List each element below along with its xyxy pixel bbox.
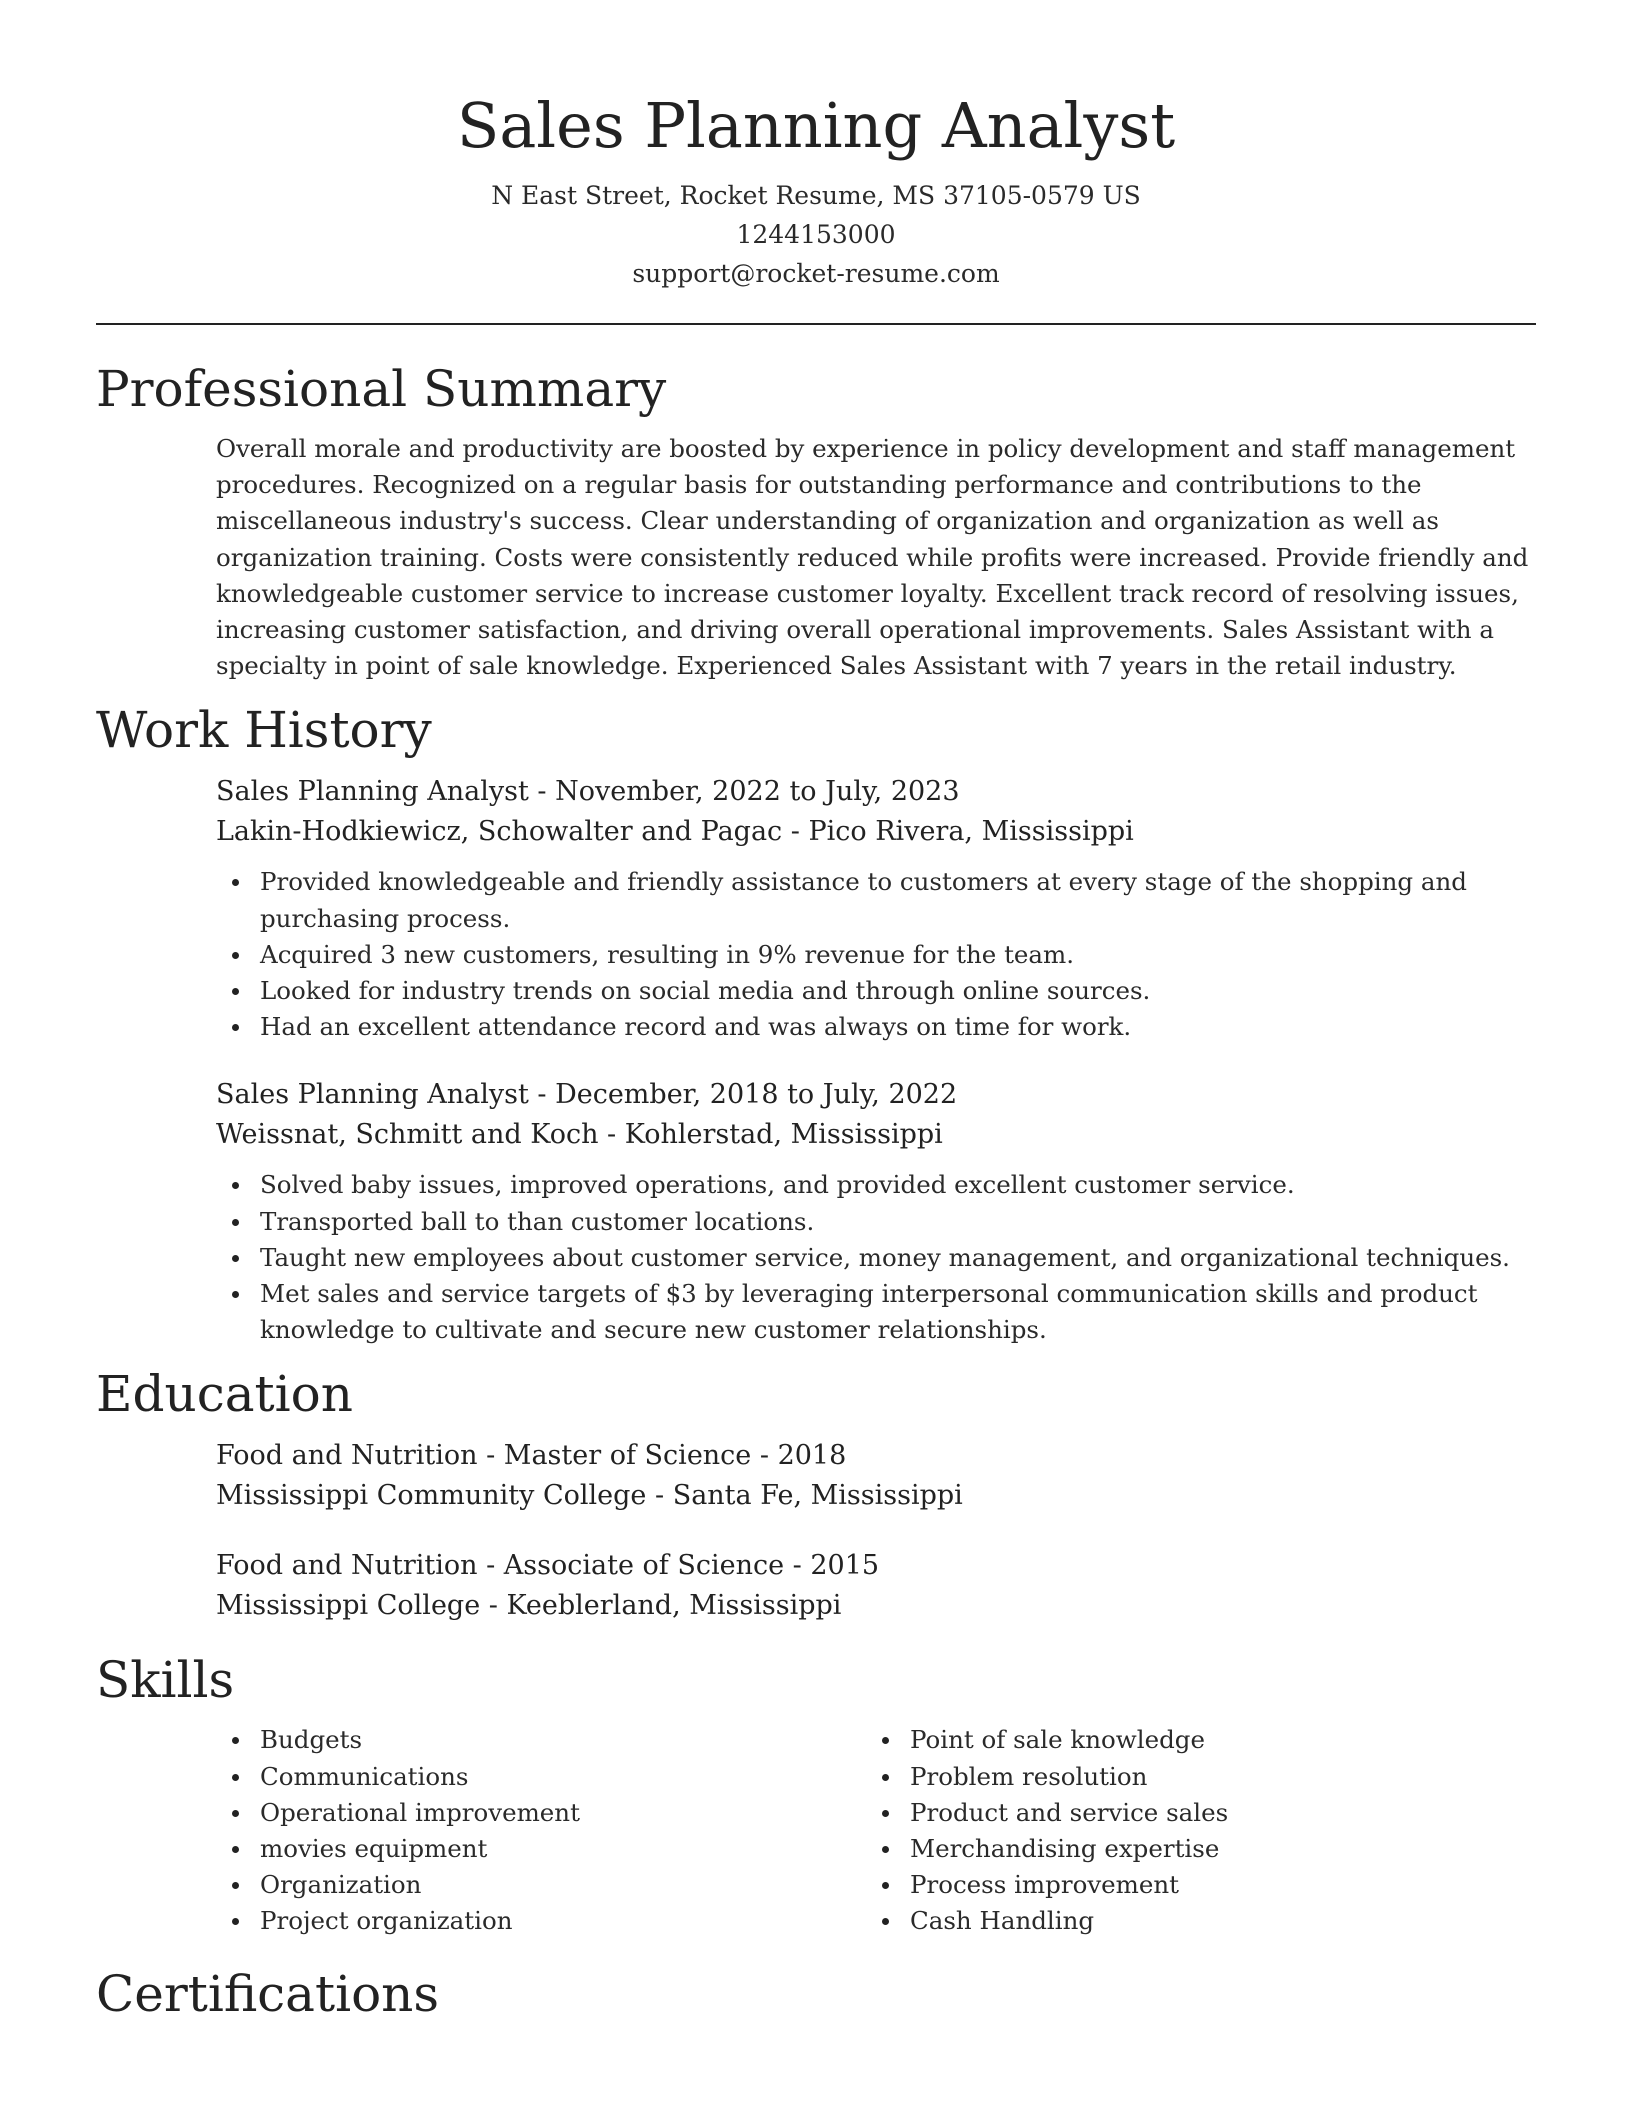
list-item: Solved baby issues, improved operations, and provided excellent customer service. [216,1167,1536,1203]
skills-list-left [216,1722,866,1939]
section-title-certifications: Certifications [96,1964,440,2023]
job-company-line: Lakin-Hodkiewicz, Schowalter and Pagac - Pico Rivera, Mississippi [216,816,1134,848]
skill-item: Point of sale knowledge [866,1722,1516,1758]
section-title-work-history: Work History [96,701,432,760]
job-bullets [216,864,1536,1045]
list-item: Met sales and service targets of $3 by leveraging interpersonal communication skills and product knowledge to cultivate and secure new customer relationships. [216,1276,1536,1348]
skill-item: Cash Handling [866,1903,1516,1939]
job-entry [216,772,1536,1045]
list-item: Acquired 3 new customers, resulting in 9% revenue for the team. [216,937,1536,973]
job-company-line: Weissnat, Schmitt and Koch - Kohlerstad, Mississippi [216,1119,943,1151]
skill-item: Budgets [216,1722,866,1758]
list-item: Had an excellent attendance record and was always on time for work. [216,1009,1536,1045]
skills-section [96,1648,1536,1939]
skills-list-right [866,1722,1516,1939]
education-degree-line: Food and Nutrition - Master of Science - 2018 [216,1440,847,1472]
skill-item: Product and service sales [866,1795,1516,1831]
education-school-line: Mississippi College - Keeblerland, Mississippi [216,1590,842,1622]
job-title-line: Sales Planning Analyst - December, 2018 to July, 2022 [216,1079,958,1111]
education-entry [216,1546,1536,1626]
education-school-line: Mississippi Community College - Santa Fe, Mississippi [216,1480,963,1512]
list-item: Looked for industry trends on social media and through online sources. [216,973,1536,1009]
skill-item: Project organization [216,1903,866,1939]
skill-item: Organization [216,1867,866,1903]
contact-block [96,176,1536,293]
list-item: Provided knowledgeable and friendly assistance to customers at every stage of the shopping and purchasing process. [216,864,1536,936]
contact-phone: 1244153000 [736,220,896,249]
section-title-skills: Skills [96,1651,235,1710]
work-history-section [96,698,1536,1348]
job-entry [216,1075,1536,1348]
list-item: Taught new employees about customer service, money management, and organizational techniques. [216,1240,1536,1276]
job-bullets [216,1167,1536,1348]
contact-address: N East Street, Rocket Resume, MS 37105-0579 US [491,181,1141,210]
skill-item: Process improvement [866,1867,1516,1903]
job-title-line: Sales Planning Analyst - November, 2022 to July, 2023 [216,776,960,808]
education-entry [216,1436,1536,1516]
contact-email: support@rocket-resume.com [632,259,1000,288]
header-divider [96,323,1536,325]
skill-item: Operational improvement [216,1795,866,1831]
certifications-section [96,1962,1536,2026]
skill-item: Problem resolution [866,1759,1516,1795]
education-degree-line: Food and Nutrition - Associate of Science - 2015 [216,1550,880,1582]
list-item: Transported ball to than customer locations. [216,1204,1536,1240]
resume-page [96,0,1536,2026]
section-title-education: Education [96,1365,353,1424]
skill-item: Merchandising expertise [866,1831,1516,1867]
candidate-name: Sales Planning Analyst [456,89,1176,162]
skills-columns [216,1722,1536,1939]
section-title-summary: Professional Summary [96,360,667,418]
summary-text: Overall morale and productivity are boosted by experience in policy development and staff management procedures. Recognized on a regular basis for outstanding performance and contributions to the miscellaneous industry's success. Clear understanding of organization and organization as well as organization training. Costs were consistently reduced while profits were increased. Provide friendly and knowledgeable customer service to increase customer loyalty. Excellent track record of resolving issues, increasing customer satisfaction, and driving overall operational improvements. Sales Assistant with a specialty in point of sale knowledge. Experienced Sales Assistant with 7 years in the retail industry. [216,434,1529,681]
summary-section [96,357,1536,684]
skill-item: movies equipment [216,1831,866,1867]
education-section [96,1362,1536,1626]
skill-item: Communications [216,1759,866,1795]
resume-header [96,0,1536,293]
